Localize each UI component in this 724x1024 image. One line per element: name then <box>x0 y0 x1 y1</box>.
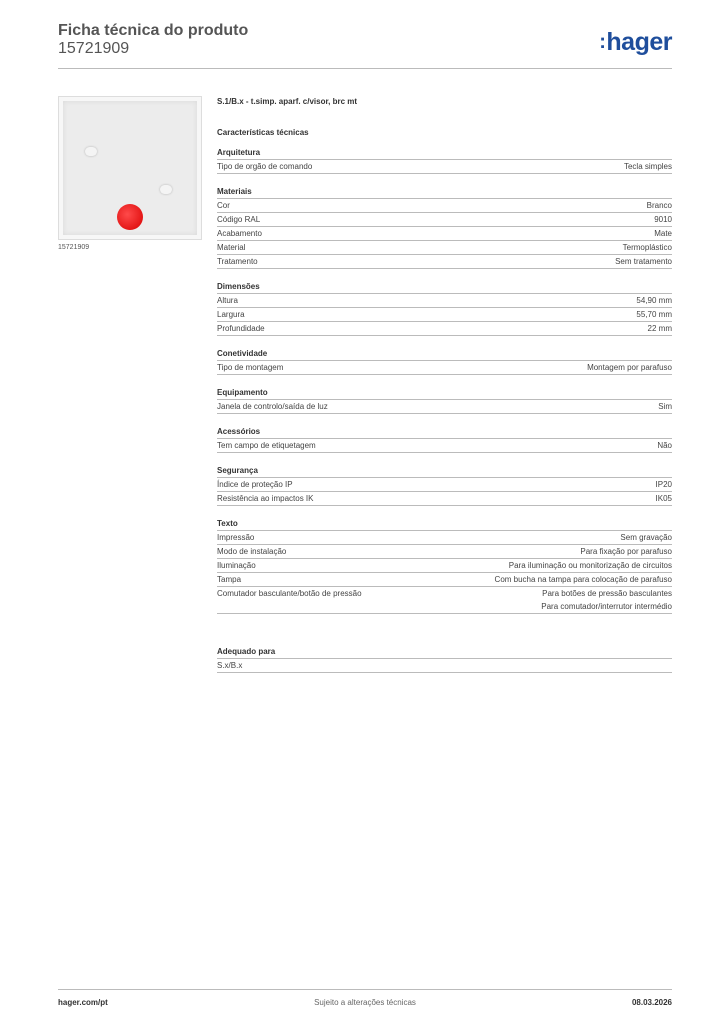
spec-value-line: Com bucha na tampa para colocação de parafuso <box>494 575 672 584</box>
spec-label: Tipo de orgão de comando <box>217 162 313 171</box>
spec-value <box>658 400 672 413</box>
spec-value <box>647 199 672 212</box>
spec-value <box>623 241 672 254</box>
spec-value <box>580 545 672 558</box>
spec-value-line: IK05 <box>655 494 672 503</box>
spec-row <box>217 478 672 492</box>
spec-groups <box>217 147 672 614</box>
logo-colon: : <box>599 31 606 53</box>
group-title: Segurança <box>217 465 672 478</box>
page-header <box>58 22 672 68</box>
spec-row <box>217 531 672 545</box>
group-title: Acessórios <box>217 426 672 439</box>
spec-label: Impressão <box>217 533 255 542</box>
spec-label: Resistência ao impactos IK <box>217 494 314 503</box>
spec-row <box>217 308 672 322</box>
spec-content <box>217 96 672 673</box>
spec-label: Profundidade <box>217 324 265 333</box>
spec-row <box>217 439 672 453</box>
header-divider <box>58 68 672 69</box>
spec-value-line: Para fixação por parafuso <box>580 547 672 556</box>
spec-value-line: Montagem por parafuso <box>587 363 672 372</box>
spec-row <box>217 255 672 269</box>
spec-value <box>541 587 672 613</box>
spec-group <box>217 465 672 506</box>
spec-row <box>217 322 672 336</box>
spec-group <box>217 348 672 375</box>
spec-value <box>509 559 672 572</box>
spec-label: Tipo de montagem <box>217 363 284 372</box>
suitable-for-group <box>217 646 672 673</box>
spec-value <box>654 227 672 240</box>
section-title: Características técnicas <box>217 128 309 137</box>
suitable-for-title: Adequado para <box>217 646 672 659</box>
spec-group <box>217 387 672 414</box>
spec-value <box>636 308 672 321</box>
spec-label: Modo de instalação <box>217 547 287 556</box>
spec-label: Material <box>217 243 246 252</box>
spec-label: Tem campo de etiquetagem <box>217 441 316 450</box>
spec-label: Largura <box>217 310 245 319</box>
image-caption: 15721909 <box>58 244 90 251</box>
spec-value-line: Sim <box>658 402 672 411</box>
suitable-for-item: S.x/B.x <box>217 661 243 670</box>
footer-note: Sujeito a alterações técnicas <box>314 998 416 1007</box>
footer-divider <box>58 989 672 990</box>
spec-value <box>587 361 672 374</box>
group-title: Materiais <box>217 186 672 199</box>
spec-group <box>217 147 672 174</box>
hager-logo[interactable] <box>599 28 672 57</box>
spec-value-line: Para botões de pressão basculantes <box>542 589 672 598</box>
spec-value-line: Para iluminação ou monitorização de circuitos <box>508 561 672 570</box>
switch-plate <box>63 101 197 235</box>
spec-value <box>495 573 672 586</box>
spec-value <box>657 439 672 452</box>
spec-group <box>217 426 672 453</box>
spec-label: Índice de proteção IP <box>217 480 293 489</box>
spec-row <box>217 241 672 255</box>
spec-label: Acabamento <box>217 229 262 238</box>
product-name: S.1/B.x - t.simp. aparf. c/visor, brc mt <box>217 97 358 106</box>
spec-value <box>648 322 672 335</box>
plate-bump-right <box>160 185 172 194</box>
spec-value-line: Para comutador/interrutor intermédio <box>541 602 672 611</box>
spec-value-line: Tecla simples <box>623 162 672 171</box>
group-title: Texto <box>217 518 672 531</box>
spec-value-line: Não <box>657 441 672 450</box>
spec-value <box>656 492 672 505</box>
red-indicator-window <box>117 204 143 230</box>
spec-row <box>217 400 672 414</box>
spec-row <box>217 587 672 614</box>
suitable-for-row <box>217 659 672 673</box>
spec-value <box>624 160 672 173</box>
footer-date: 08.03.2026 <box>631 998 672 1007</box>
spec-group <box>217 281 672 336</box>
spec-value <box>656 478 672 491</box>
spec-row <box>217 573 672 587</box>
spec-row <box>217 160 672 174</box>
spec-value-line: Branco <box>646 201 672 210</box>
spec-row <box>217 199 672 213</box>
logo-text: hager <box>606 28 672 56</box>
spec-row <box>217 227 672 241</box>
spec-label: Tampa <box>217 575 242 584</box>
spec-value-line: Sem tratamento <box>615 257 672 266</box>
group-title: Arquitetura <box>217 147 672 160</box>
spec-row <box>217 213 672 227</box>
group-title: Equipamento <box>217 387 672 400</box>
spec-row <box>217 361 672 375</box>
plate-bump-left <box>85 147 97 156</box>
spec-group <box>217 186 672 269</box>
spec-value-line: 22 mm <box>647 324 672 333</box>
spec-label: Código RAL <box>217 215 261 224</box>
spec-value-line: Mate <box>654 229 672 238</box>
footer-website-link[interactable]: hager.com/pt <box>58 998 108 1007</box>
spec-value <box>636 294 672 307</box>
spec-value-line: 9010 <box>654 215 672 224</box>
spec-value-line: Sem gravação <box>620 533 672 542</box>
spec-label: Altura <box>217 296 238 305</box>
spec-row <box>217 294 672 308</box>
spec-value <box>615 255 672 268</box>
page-title: Ficha técnica do produto <box>58 22 249 39</box>
spec-value <box>654 213 672 226</box>
spec-label: Iluminação <box>217 561 256 570</box>
spec-value-line: IP20 <box>655 480 672 489</box>
spec-label: Janela de controlo/saída de luz <box>217 402 328 411</box>
spec-value-line: 55,70 mm <box>636 310 672 319</box>
product-image <box>58 96 202 240</box>
spec-value-line: 54,90 mm <box>636 296 672 305</box>
spec-value-line: Termoplástico <box>622 243 672 252</box>
spec-group <box>217 518 672 614</box>
group-title: Conetividade <box>217 348 672 361</box>
spec-label: Comutador basculante/botão de pressão <box>217 589 362 598</box>
spec-label: Tratamento <box>217 257 258 266</box>
spec-row <box>217 559 672 573</box>
group-title: Dimensões <box>217 281 672 294</box>
spec-label: Cor <box>217 201 230 210</box>
spec-row <box>217 492 672 506</box>
spec-value <box>620 531 672 544</box>
product-code: 15721909 <box>58 40 130 57</box>
spec-row <box>217 545 672 559</box>
